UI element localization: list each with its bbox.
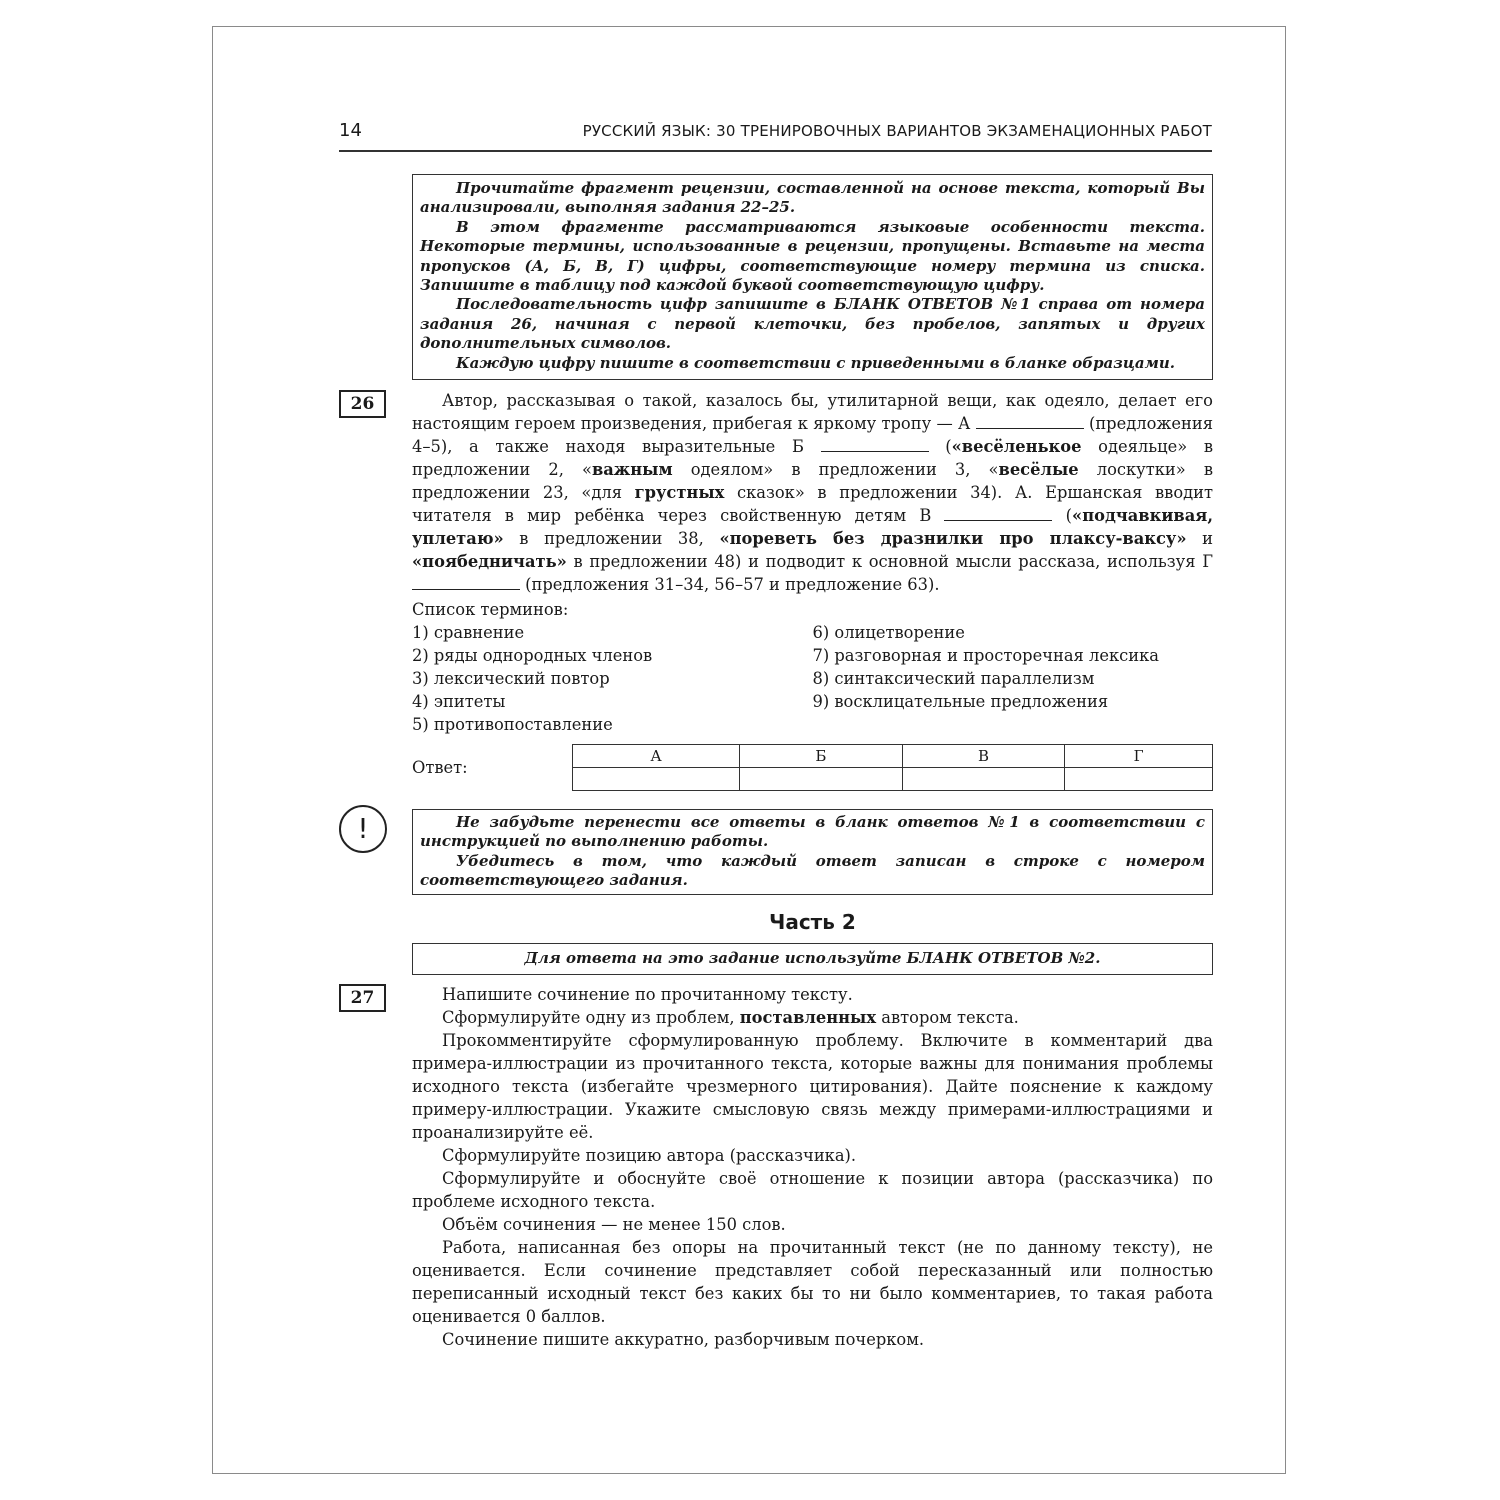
answer-table [572, 744, 1213, 791]
task27-paragraph: Объём сочинения — не менее 150 слов. [442, 1215, 786, 1234]
blank-g [412, 574, 520, 590]
instruction-box [412, 174, 1213, 380]
text-run: ( [928, 437, 952, 456]
bold-term: весёлые [998, 460, 1079, 479]
notice-box [412, 809, 1213, 895]
bold-term: «пореветь без дразнилки про плаксу-ваксу» [719, 529, 1187, 548]
blank-a [976, 413, 1084, 429]
text-run: лоскутки» в предложении 23, «для [412, 460, 1213, 502]
task27-paragraph: Сформулируйте позицию автора (рассказчика). [442, 1146, 857, 1165]
answer-label: Ответ: [412, 758, 468, 777]
instruction-paragraph: В этом фрагменте рассматриваются языковые особенности текста. Некоторые термины, использованные в рецензии, пропущены. Вставьте на места пропусков (А, Б, В, Г) цифры, соответствующие номеру термина из списка. Запишите в таблицу под каждой буквой соответствующую цифру. [420, 217, 1205, 295]
review-fragment [412, 389, 1213, 596]
task27-paragraph: Сформулируйте и обоснуйте своё отношение к позиции автора (рассказчика) по проблеме исходного текста. [412, 1169, 1213, 1211]
text-run: сказок» в предложении 34). А. Ершанская вводит читателя в мир ребёнка через свойственную детям В [412, 483, 1213, 525]
term-item: 2) ряды однородных членов [412, 646, 653, 665]
notice-paragraph: Убедитесь в том, что каждый ответ записан в строке с номером соответствующего задания. [420, 851, 1205, 890]
task26-text [412, 389, 1213, 596]
text-run: Автор, рассказывая о такой, казалось бы, утилитарной вещи, как одеяло, делает его настоящим героем произведения, прибегая к яркому тропу — А [412, 391, 1213, 433]
terms-right-column [813, 621, 1214, 736]
answer-header-a: А [573, 745, 740, 768]
task27-paragraph: Сочинение пишите аккуратно, разборчивым почерком. [442, 1330, 925, 1349]
term-item: 3) лексический повтор [412, 669, 610, 688]
part-2-instruction-box [412, 943, 1213, 975]
text-run: автором текста. [876, 1008, 1019, 1027]
blank-b [821, 436, 929, 452]
running-title: РУССКИЙ ЯЗЫК: 30 ТРЕНИРОВОЧНЫХ ВАРИАНТОВ ЭКЗАМЕНАЦИОННЫХ РАБОТ [582, 122, 1212, 140]
page-header [339, 116, 1212, 152]
text-run: в предложении 38, [503, 529, 720, 548]
term-item: 7) разговорная и просторечная лексика [812, 646, 1159, 665]
terms-list [412, 598, 1213, 736]
term-item: 5) противопоставление [412, 715, 613, 734]
term-item: 1) сравнение [412, 623, 525, 642]
instruction-paragraph: Последовательность цифр запишите в БЛАНК ОТВЕТОВ №1 справа от номера задания 26, начиная с первой клеточки, без пробелов, запятых и других дополнительных символов. [420, 295, 1205, 353]
answer-header-b: Б [740, 745, 903, 768]
task27-paragraph: Прокомментируйте сформулированную проблему. Включите в комментарий два примера-иллюстрации из прочитанного текста, которые важны для понимания проблемы исходного текста (избегайте чрезмерного цитирования). Дайте пояснение к каждому примеру-иллюстрации. Укажите смысловую связь между примерами-иллюстрациями и проанализируйте её. [412, 1031, 1213, 1142]
text-run: (предложения 31–34, 56–57 и предложение 63). [520, 575, 940, 594]
part-2-instruction: Для ответа на это задание используйте БЛАНК ОТВЕТОВ №2. [524, 949, 1101, 967]
bold-term: «поябедничать» [412, 552, 567, 571]
term-item: 6) олицетворение [812, 623, 965, 642]
answer-header-v: В [902, 745, 1065, 768]
task27-paragraph: Напишите сочинение по прочитанному тексту. [442, 985, 853, 1004]
instruction-paragraph: Прочитайте фрагмент рецензии, составленной на основе текста, который Вы анализировали, выполняя задания 22–25. [420, 179, 1205, 217]
text-run: и [1186, 529, 1213, 548]
bold-term: грустных [634, 483, 725, 502]
text-run: одеялом» в предложении 3, « [672, 460, 999, 479]
notice-paragraph: Не забудьте перенести все ответы в бланк ответов №1 в соответствии с инструкцией по выполнению работы. [420, 813, 1205, 851]
answer-cell-a[interactable] [573, 768, 740, 791]
task-number-27: 27 [339, 984, 386, 1012]
bold-term: поставленных [739, 1008, 877, 1027]
text-run: Сформулируйте одну из проблем, [442, 1008, 740, 1027]
task-number-26: 26 [339, 390, 386, 418]
terms-left-column [412, 621, 813, 736]
answer-cell-g[interactable] [1065, 768, 1213, 791]
text-run: (предложения 4–5), а также находя выразительные Б [412, 414, 1213, 456]
text-run: ( [1052, 506, 1073, 525]
text-run: одеяльце» в предложении 2, « [412, 437, 1213, 479]
bold-term: «весёленькое [951, 437, 1082, 456]
task27-paragraph [412, 1006, 1213, 1029]
text-run: в предложении 48) и подводит к основной мысли рассказа, используя Г [566, 552, 1213, 571]
term-item: 8) синтаксический параллелизм [812, 669, 1095, 688]
term-item: 9) восклицательные предложения [812, 692, 1109, 711]
blank-v [944, 505, 1052, 521]
task27-paragraph: Работа, написанная без опоры на прочитанный текст (не по данному тексту), не оценивается. Если сочинение представляет собой пересказанный или полностью переписанный исходный текст без каких бы то ни было комментариев, то такая работа оценивается 0 баллов. [412, 1238, 1213, 1326]
exclamation-icon: ! [339, 805, 387, 853]
page-number: 14 [339, 120, 362, 141]
answer-cell-v[interactable] [902, 768, 1065, 791]
answer-cell-b[interactable] [740, 768, 903, 791]
term-item: 4) эпитеты [412, 692, 506, 711]
bold-term: «подчавкивая, уплетаю» [412, 506, 1213, 548]
instruction-paragraph: Каждую цифру пишите в соответствии с приведенными в бланке образцами. [456, 353, 1176, 372]
part-2-title: Часть 2 [769, 910, 856, 934]
terms-title: Список терминов: [412, 600, 569, 619]
task27-text [412, 983, 1213, 1351]
bold-term: важным [591, 460, 673, 479]
answer-header-g: Г [1065, 745, 1213, 768]
